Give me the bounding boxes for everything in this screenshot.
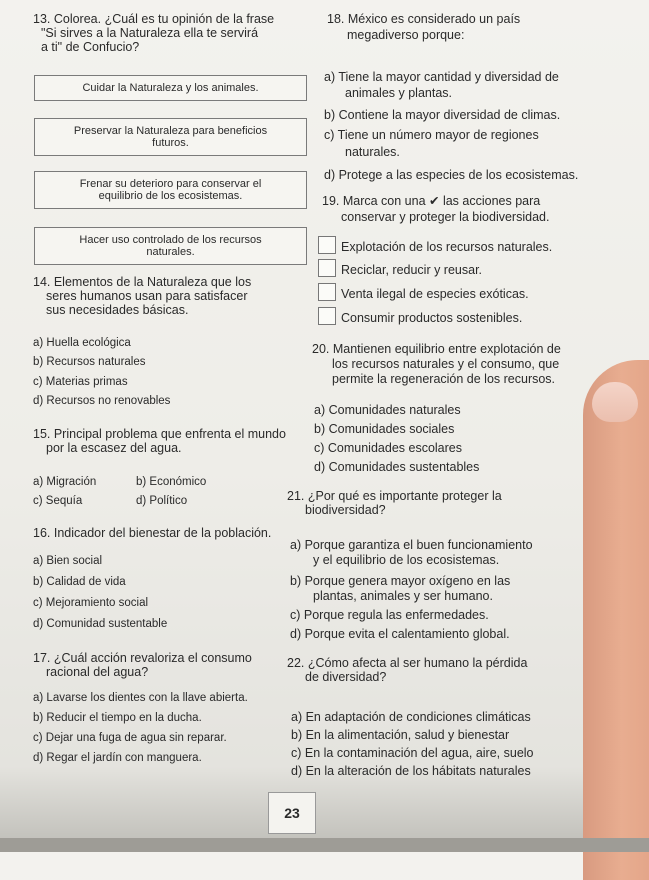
q17-option-a[interactable]: a) Lavarse los dientes con la llave abierta. <box>33 692 248 704</box>
q20-option-c[interactable]: c) Comunidades escolares <box>314 441 462 455</box>
q14-option-d[interactable]: d) Recursos no renovables <box>33 395 171 407</box>
q15-option-a[interactable]: a) Migración <box>33 476 97 488</box>
q13-option-text: Preservar la Naturaleza para beneficios <box>73 125 268 137</box>
q22-option-b[interactable]: b) En la alimentación, salud y bienestar <box>291 728 510 742</box>
q13-title-line1: 13. Colorea. ¿Cuál es tu opinión de la frase <box>33 12 275 26</box>
q20-title-line2: los recursos naturales y el consumo, que <box>332 357 560 371</box>
q15-option-b[interactable]: b) Económico <box>136 476 207 488</box>
q22-option-d[interactable]: d) En la alteración de los hábitats naturales <box>291 764 531 778</box>
q21-option-c[interactable]: c) Porque regula las enfermedades. <box>290 608 489 622</box>
q13-title-line2: "Si sirves a la Naturaleza ella te servirá <box>41 26 259 40</box>
q14-title-line1: 14. Elementos de la Naturaleza que los <box>33 275 252 289</box>
q18-option-a[interactable]: a) Tiene la mayor cantidad y diversidad de <box>324 70 559 84</box>
q14-option-b[interactable]: b) Recursos naturales <box>33 356 146 368</box>
q21-option-d[interactable]: d) Porque evita el calentamiento global. <box>290 627 510 641</box>
q13-option-text: naturales. <box>146 246 195 258</box>
q17-option-c[interactable]: c) Dejar una fuga de agua sin reparar. <box>33 732 227 744</box>
q22-option-a[interactable]: a) En adaptación de condiciones climáticas <box>291 710 531 724</box>
q13-option-text: equilibrio de los ecosistemas. <box>98 190 243 202</box>
q21-option-b[interactable]: b) Porque genera mayor oxígeno en las <box>290 574 511 588</box>
q20-title-line3: permite la regeneración de los recursos. <box>332 372 556 386</box>
q19-checkbox-2[interactable] <box>318 259 336 277</box>
q16-option-d[interactable]: d) Comunidad sustentable <box>33 618 168 630</box>
q18-option-a-cont: animales y plantas. <box>345 86 453 100</box>
q19-checkbox-1[interactable] <box>318 236 336 254</box>
q18-option-b[interactable]: b) Contiene la mayor diversidad de climas. <box>324 108 561 122</box>
q19-title-line2: conservar y proteger la biodiversidad. <box>341 210 550 224</box>
q16-option-b[interactable]: b) Calidad de vida <box>33 576 126 588</box>
q19-option-4: Consumir productos sostenibles. <box>341 311 523 325</box>
q17-title-line1: 17. ¿Cuál acción revaloriza el consumo <box>33 651 252 665</box>
q13-option-box-2[interactable] <box>34 118 307 156</box>
q19-checkbox-3[interactable] <box>318 283 336 301</box>
q19-option-1: Explotación de los recursos naturales. <box>341 240 553 254</box>
q17-option-b[interactable]: b) Reducir el tiempo en la ducha. <box>33 712 202 724</box>
q13-option-text: Cuidar la Naturaleza y los animales. <box>82 82 259 94</box>
q19-title-line1: 19. Marca con una ✔ las acciones para <box>322 194 541 208</box>
page-number-text: 23 <box>284 805 300 821</box>
q17-option-d[interactable]: d) Regar el jardín con manguera. <box>33 752 202 764</box>
page-number <box>268 792 316 834</box>
finger-photo-artifact <box>583 360 649 880</box>
q13-option-text: Hacer uso controlado de los recursos <box>79 234 262 246</box>
q14-option-a[interactable]: a) Huella ecológica <box>33 337 131 349</box>
q13-option-text: Frenar su deterioro para conservar el <box>79 178 262 190</box>
q21-option-a-cont: y el equilibrio de los ecosistemas. <box>313 553 500 567</box>
q14-title-line3: sus necesidades básicas. <box>46 303 189 317</box>
q21-title-line1: 21. ¿Por qué es importante proteger la <box>287 489 502 503</box>
q16-title: 16. Indicador del bienestar de la población. <box>33 526 272 540</box>
q13-title-line3: a ti" de Confucio? <box>41 40 140 54</box>
q15-title-line1: 15. Principal problema que enfrenta el mundo <box>33 427 286 441</box>
q17-title-line2: racional del agua? <box>46 665 149 679</box>
q19-option-3: Venta ilegal de especies exóticas. <box>341 287 529 301</box>
table-edge-photo-artifact <box>0 838 649 852</box>
q21-title-line2: biodiversidad? <box>305 503 386 517</box>
q13-option-box-4[interactable] <box>34 227 307 265</box>
q20-option-b[interactable]: b) Comunidades sociales <box>314 422 455 436</box>
q18-option-c[interactable]: c) Tiene un número mayor de regiones <box>324 128 539 142</box>
q15-title-line2: por la escasez del agua. <box>46 441 182 455</box>
q22-title-line1: 22. ¿Cómo afecta al ser humano la pérdida <box>287 656 528 670</box>
q15-option-d[interactable]: d) Político <box>136 495 188 507</box>
q14-option-c[interactable]: c) Materias primas <box>33 376 128 388</box>
q20-option-a[interactable]: a) Comunidades naturales <box>314 403 461 417</box>
q18-title-line2: megadiverso porque: <box>347 28 465 42</box>
q14-title-line2: seres humanos usan para satisfacer <box>46 289 248 303</box>
q21-option-a[interactable]: a) Porque garantiza el buen funcionamiento <box>290 538 533 552</box>
q18-option-d[interactable]: d) Protege a las especies de los ecosistemas. <box>324 168 579 182</box>
q20-title-line1: 20. Mantienen equilibrio entre explotación de <box>312 342 561 356</box>
q16-option-a[interactable]: a) Bien social <box>33 555 103 567</box>
q22-title-line2: de diversidad? <box>305 670 387 684</box>
q18-title-line1: 18. México es considerado un país <box>327 12 521 26</box>
q13-option-box-3[interactable] <box>34 171 307 209</box>
q20-option-d[interactable]: d) Comunidades sustentables <box>314 460 480 474</box>
q15-option-c[interactable]: c) Sequía <box>33 495 83 507</box>
q22-option-c[interactable]: c) En la contaminación del agua, aire, suelo <box>291 746 534 760</box>
q19-option-2: Reciclar, reducir y reusar. <box>341 263 483 277</box>
q21-option-b-cont: plantas, animales y ser humano. <box>313 589 493 603</box>
fingernail-photo-artifact <box>592 382 638 422</box>
q18-option-c-cont: naturales. <box>345 145 400 159</box>
q13-option-text: futuros. <box>152 137 189 149</box>
q16-option-c[interactable]: c) Mejoramiento social <box>33 597 149 609</box>
q19-checkbox-4[interactable] <box>318 307 336 325</box>
q13-option-box-1[interactable] <box>34 75 307 101</box>
